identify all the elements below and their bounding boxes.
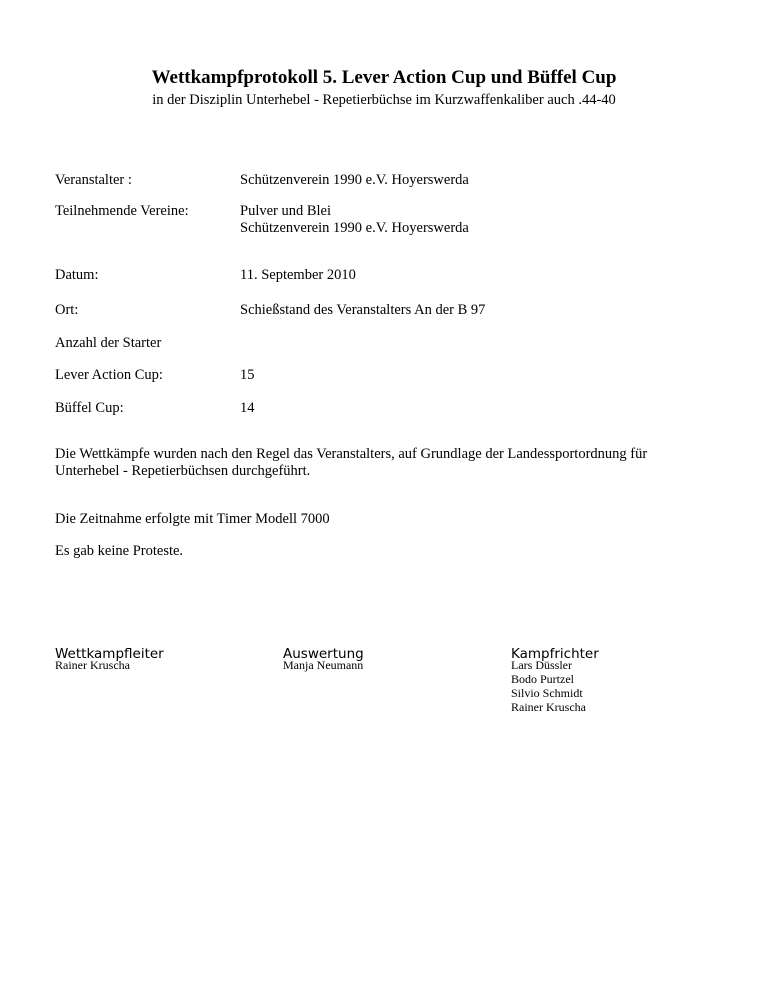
wettkampfleiter-heading: Wettkampfleiter xyxy=(55,646,164,662)
document-subtitle: in der Disziplin Unterhebel - Repetierbüchse im Kurzwaffenkaliber auch .44-40 xyxy=(152,92,616,108)
kampfrichter-name: Rainer Kruscha xyxy=(511,700,586,714)
kampfrichter-heading: Kampfrichter xyxy=(511,646,599,662)
rules-paragraph-line-2: Unterhebel - Repetierbüchsen durchgeführt. xyxy=(55,463,311,479)
kampfrichter-name: Silvio Schmidt xyxy=(511,686,583,700)
ort-value: Schießstand des Veranstalters An der B 97 xyxy=(240,302,486,318)
kampfrichter-name: Bodo Purtzel xyxy=(511,672,574,686)
ort-label: Ort: xyxy=(55,302,79,318)
lever-action-value: 15 xyxy=(240,367,255,383)
lever-action-label: Lever Action Cup: xyxy=(55,367,163,383)
rules-paragraph-line-1: Die Wettkämpfe wurden nach den Regel das Veranstalters, auf Grundlage der Landessportordnung für xyxy=(55,446,648,462)
timing-paragraph: Die Zeitnahme erfolgte mit Timer Modell 7000 xyxy=(55,511,330,527)
datum-label: Datum: xyxy=(55,267,99,283)
veranstalter-value: Schützenverein 1990 e.V. Hoyerswerda xyxy=(240,172,469,188)
protest-paragraph: Es gab keine Proteste. xyxy=(55,543,184,559)
bueffel-label: Büffel Cup: xyxy=(55,400,124,416)
datum-value: 11. September 2010 xyxy=(240,267,356,283)
document-title: Wettkampfprotokoll 5. Lever Action Cup und Büffel Cup xyxy=(151,67,617,88)
starter-heading: Anzahl der Starter xyxy=(55,335,162,351)
auswertung-heading: Auswertung xyxy=(283,646,364,662)
veranstalter-label: Veranstalter : xyxy=(55,172,132,188)
bueffel-value: 14 xyxy=(240,400,255,416)
vereine-label: Teilnehmende Vereine: xyxy=(55,203,189,219)
auswertung-name: Manja Neumann xyxy=(283,658,364,672)
vereine-value-2: Schützenverein 1990 e.V. Hoyerswerda xyxy=(240,220,469,236)
wettkampfleiter-name: Rainer Kruscha xyxy=(55,658,130,672)
vereine-value-1: Pulver und Blei xyxy=(240,203,332,219)
kampfrichter-name: Lars Düssler xyxy=(511,658,572,672)
